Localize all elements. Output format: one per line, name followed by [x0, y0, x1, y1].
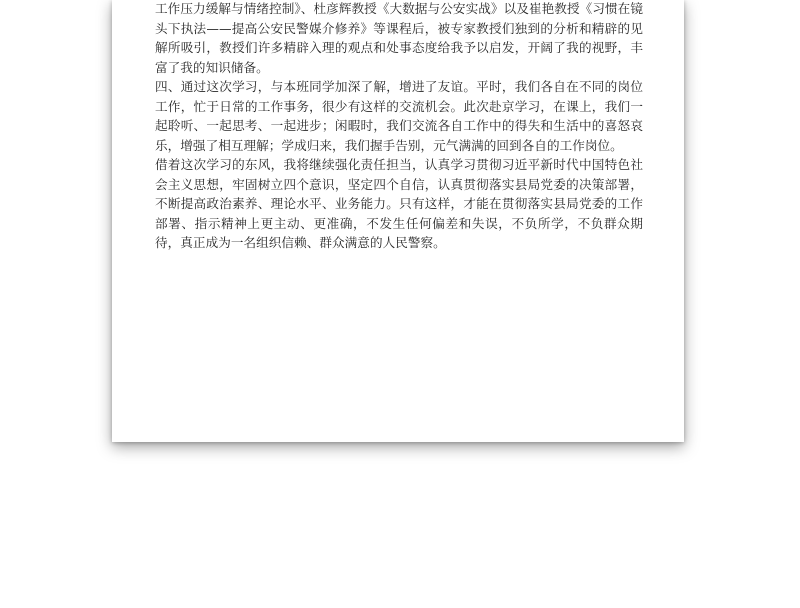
document-body [155, 0, 643, 253]
paragraph-course-summary: 工作压力缓解与情绪控制》、杜彦辉教授《大数据与公安实战》以及崔艳教授《习惯在镜头下执法——提高公安民警媒介修养》等课程后，被专家教授们独到的分析和精辟的见解所吸引，教授们许多精辟入理的观点和处事态度给我予以启发，开阔了我的视野，丰富了我的知识储备。 [155, 1, 643, 75]
paragraph-conclusion: 借着这次学习的东风，我将继续强化责任担当，认真学习贯彻习近平新时代中国特色社会主义思想，牢固树立四个意识，坚定四个自信，认真贯彻落实县局党委的决策部署，不断提高政治素养、理论水平、业务能力。只有这样，才能在贯彻落实县局党委的工作部署、指示精神上更主动、更准确，不发生任何偏差和失误，不负所学，不负群众期待，真正成为一名组织信赖、群众满意的人民警察。 [155, 157, 643, 250]
paragraph-classmates: 四、通过这次学习，与本班同学加深了解，增进了友谊。平时，我们各自在不同的岗位工作，忙于日常的工作事务，很少有这样的交流机会。此次赴京学习，在课上，我们一起聆听、一起思考、一起进步；闲暇时，我们交流各自工作中的得失和生活中的喜怒哀乐，增强了相互理解；学成归来，我们握手告别，元气满满的回到各自的工作岗位。 [155, 79, 643, 153]
document-page [112, 0, 684, 442]
